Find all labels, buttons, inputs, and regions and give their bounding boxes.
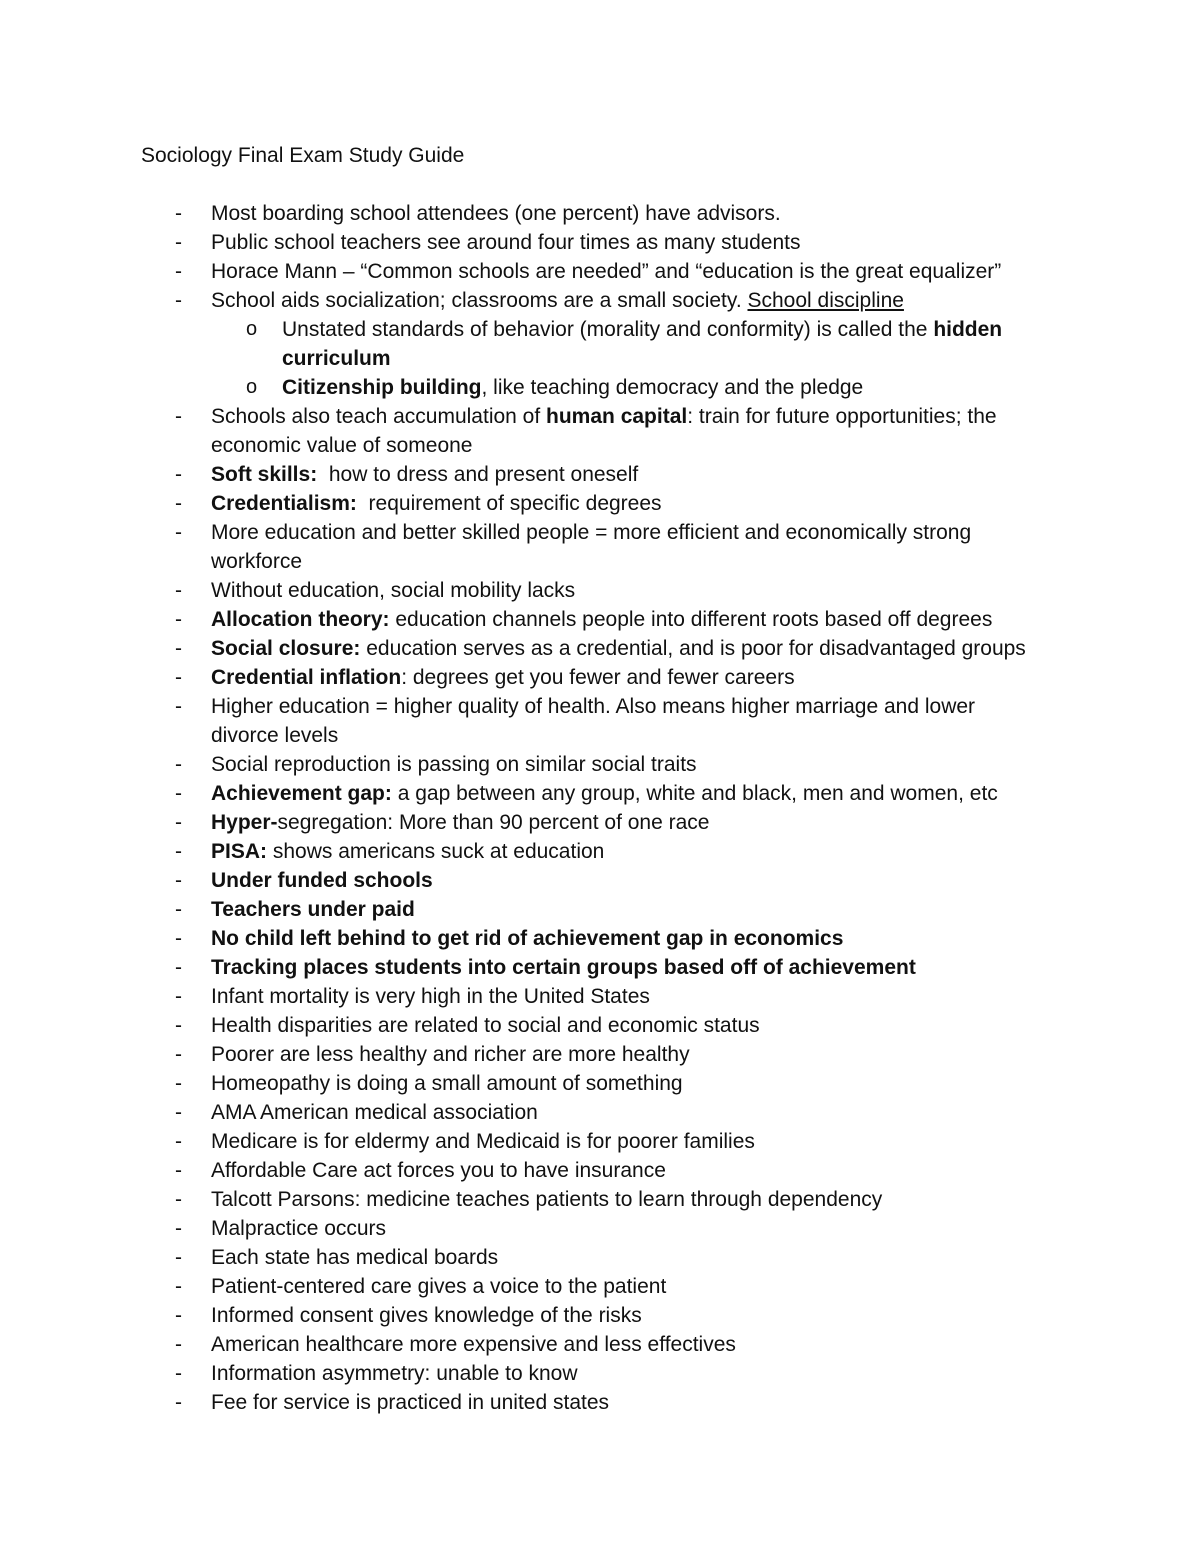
list-item — [0, 1185, 1200, 1214]
dash-bullet-icon: - — [175, 898, 182, 921]
item-text — [211, 286, 904, 315]
list-item-continuation — [0, 344, 1200, 373]
text-segment: economic value of someone — [211, 434, 473, 457]
dash-bullet-icon: - — [175, 753, 182, 776]
list-item — [0, 982, 1200, 1011]
text-segment: Most boarding school attendees (one percent) have advisors. — [211, 202, 781, 225]
dash-bullet-icon: - — [175, 637, 182, 660]
item-text — [211, 1330, 736, 1359]
dash-bullet-icon: - — [175, 1333, 182, 1356]
item-text — [211, 750, 697, 779]
item-text — [211, 402, 997, 431]
list-item — [0, 779, 1200, 808]
text-segment: workforce — [211, 550, 303, 573]
list-item — [0, 1127, 1200, 1156]
item-text — [211, 808, 709, 837]
dash-bullet-icon: - — [175, 869, 182, 892]
item-text — [211, 605, 992, 634]
item-text — [211, 634, 1026, 663]
list-item-continuation — [0, 547, 1200, 576]
list-item — [0, 1272, 1200, 1301]
text-segment: Horace Mann – “Common schools are needed” and “education is the great equalizer” — [211, 260, 1002, 283]
dash-bullet-icon: - — [175, 1101, 182, 1124]
bold-term: human capital — [546, 405, 688, 428]
bold-term: curriculum — [282, 347, 391, 370]
circle-bullet-icon: o — [246, 376, 258, 398]
item-text — [211, 1156, 666, 1185]
dash-bullet-icon: - — [175, 840, 182, 863]
dash-bullet-icon: - — [175, 463, 182, 486]
text-segment: shows americans suck at education — [267, 840, 605, 863]
item-text — [211, 982, 650, 1011]
bold-term: PISA: — [211, 840, 268, 863]
dash-bullet-icon: - — [175, 1362, 182, 1385]
item-text — [211, 1214, 386, 1243]
text-segment: : degrees get you fewer and fewer careers — [401, 666, 795, 689]
text-segment: segregation: More than 90 percent of one race — [277, 811, 710, 834]
item-text — [211, 1185, 882, 1214]
document-title: Sociology Final Exam Study Guide — [141, 144, 465, 167]
list-item — [0, 953, 1200, 982]
underlined-text: School discipline — [747, 289, 904, 312]
bold-term: Social closure: — [211, 637, 361, 660]
item-text — [282, 344, 391, 373]
bold-term: Credential inflation — [211, 666, 402, 689]
bold-term: Achievement gap: — [211, 782, 392, 805]
item-text — [211, 518, 971, 547]
text-segment: Talcott Parsons: medicine teaches patients to learn through dependency — [211, 1188, 883, 1211]
item-text — [211, 257, 1001, 286]
list-item — [0, 518, 1200, 547]
dash-bullet-icon: - — [175, 1217, 182, 1240]
list-item — [0, 808, 1200, 837]
study-guide-list — [0, 199, 1200, 1417]
list-item — [0, 634, 1200, 663]
item-text — [211, 692, 975, 721]
text-segment: Malpractice occurs — [211, 1217, 387, 1240]
list-item — [0, 1330, 1200, 1359]
text-segment: Unstated standards of behavior (morality and conformity) is called the — [282, 318, 934, 341]
text-segment: a gap between any group, white and black, men and women, etc — [391, 782, 998, 805]
item-text — [211, 489, 662, 518]
text-segment: Health disparities are related to social and economic status — [211, 1014, 760, 1037]
text-segment: : train for future opportunities; the — [687, 405, 997, 428]
list-item — [0, 460, 1200, 489]
dash-bullet-icon: - — [175, 231, 182, 254]
text-segment: Medicare is for eldermy and Medicaid is for poorer families — [211, 1130, 755, 1153]
dash-bullet-icon: - — [175, 1391, 182, 1414]
dash-bullet-icon: - — [175, 927, 182, 950]
list-item-continuation — [0, 721, 1200, 750]
item-text — [211, 1040, 690, 1069]
list-item — [0, 315, 1200, 344]
text-segment: Each state has medical boards — [211, 1246, 499, 1269]
list-item — [0, 1011, 1200, 1040]
item-text — [211, 1359, 578, 1388]
item-text — [211, 1011, 760, 1040]
item-text — [211, 228, 800, 257]
bold-term: Tracking places students into certain groups based off of achievement — [211, 956, 916, 979]
item-text — [211, 460, 638, 489]
list-item — [0, 373, 1200, 402]
list-item — [0, 228, 1200, 257]
text-segment: how to dress and present oneself — [317, 463, 639, 486]
item-text — [211, 1127, 755, 1156]
list-item — [0, 1359, 1200, 1388]
text-segment: education channels people into different roots based off degrees — [389, 608, 993, 631]
bold-term: Under funded schools — [211, 869, 433, 892]
list-item — [0, 402, 1200, 431]
list-item — [0, 692, 1200, 721]
dash-bullet-icon: - — [175, 1246, 182, 1269]
text-segment: Fee for service is practiced in united states — [211, 1391, 610, 1414]
item-text — [211, 1098, 538, 1127]
text-segment: Higher education = higher quality of health. Also means higher marriage and lower — [211, 695, 976, 718]
item-text — [211, 1301, 642, 1330]
text-segment: Informed consent gives knowledge of the risks — [211, 1304, 642, 1327]
dash-bullet-icon: - — [175, 666, 182, 689]
dash-bullet-icon: - — [175, 260, 182, 283]
text-segment: AMA American medical association — [211, 1101, 538, 1124]
item-text — [211, 663, 795, 692]
dash-bullet-icon: - — [175, 1159, 182, 1182]
text-segment: Affordable Care act forces you to have insurance — [211, 1159, 666, 1182]
item-text — [211, 431, 473, 460]
text-segment: American healthcare more expensive and less effectives — [211, 1333, 736, 1356]
dash-bullet-icon: - — [175, 1275, 182, 1298]
dash-bullet-icon: - — [175, 608, 182, 631]
list-item — [0, 1069, 1200, 1098]
dash-bullet-icon: - — [175, 1130, 182, 1153]
item-text — [211, 953, 916, 982]
item-text — [282, 315, 1002, 344]
item-text — [211, 576, 575, 605]
text-segment: education serves as a credential, and is poor for disadvantaged groups — [360, 637, 1026, 660]
bold-term: Citizenship building — [282, 376, 482, 399]
list-item — [0, 199, 1200, 228]
item-text — [211, 1243, 498, 1272]
list-item — [0, 750, 1200, 779]
list-item — [0, 489, 1200, 518]
dash-bullet-icon: - — [175, 492, 182, 515]
item-text — [211, 721, 338, 750]
list-item — [0, 663, 1200, 692]
dash-bullet-icon: - — [175, 1014, 182, 1037]
item-text — [211, 1272, 666, 1301]
bold-term: No child left behind to get rid of achievement gap in economics — [211, 927, 844, 950]
list-item — [0, 286, 1200, 315]
item-text — [211, 924, 843, 953]
list-item — [0, 1098, 1200, 1127]
item-text — [282, 373, 863, 402]
list-item — [0, 866, 1200, 895]
text-segment: requirement of specific degrees — [356, 492, 662, 515]
text-segment: Poorer are less healthy and richer are more healthy — [211, 1043, 690, 1066]
list-item — [0, 257, 1200, 286]
text-segment: Homeopathy is doing a small amount of something — [211, 1072, 683, 1095]
text-segment: Patient-centered care gives a voice to the patient — [211, 1275, 667, 1298]
dash-bullet-icon: - — [175, 811, 182, 834]
bold-term: Soft skills: — [211, 463, 318, 486]
item-text — [211, 199, 781, 228]
bold-term: hidden — [933, 318, 1003, 341]
dash-bullet-icon: - — [175, 521, 182, 544]
dash-bullet-icon: - — [175, 956, 182, 979]
list-item — [0, 1214, 1200, 1243]
list-item — [0, 895, 1200, 924]
item-text — [211, 1388, 609, 1417]
list-item — [0, 605, 1200, 634]
list-item — [0, 1243, 1200, 1272]
text-segment: , like teaching democracy and the pledge — [481, 376, 864, 399]
bold-term: Hyper- — [211, 811, 278, 834]
list-item — [0, 837, 1200, 866]
item-text — [211, 895, 415, 924]
list-item — [0, 1156, 1200, 1185]
item-text — [211, 866, 433, 895]
bold-term: Allocation theory: — [211, 608, 390, 631]
text-segment: Schools also teach accumulation of — [211, 405, 547, 428]
list-item — [0, 576, 1200, 605]
text-segment: More education and better skilled people = more efficient and economically strong — [211, 521, 972, 544]
text-segment: Information asymmetry: unable to know — [211, 1362, 578, 1385]
list-item-continuation — [0, 431, 1200, 460]
list-item — [0, 1301, 1200, 1330]
item-text — [211, 779, 998, 808]
text-segment: divorce levels — [211, 724, 339, 747]
dash-bullet-icon: - — [175, 1188, 182, 1211]
dash-bullet-icon: - — [175, 405, 182, 428]
dash-bullet-icon: - — [175, 985, 182, 1008]
list-item — [0, 924, 1200, 953]
dash-bullet-icon: - — [175, 202, 182, 225]
dash-bullet-icon: - — [175, 1072, 182, 1095]
circle-bullet-icon: o — [246, 318, 258, 340]
dash-bullet-icon: - — [175, 1043, 182, 1066]
text-segment: School aids socialization; classrooms are a small society. — [211, 289, 748, 312]
list-item — [0, 1388, 1200, 1417]
bold-term: Credentialism: — [211, 492, 357, 515]
text-segment: Public school teachers see around four times as many students — [211, 231, 801, 254]
bold-term: Teachers under paid — [211, 898, 415, 921]
list-item — [0, 1040, 1200, 1069]
item-text — [211, 547, 302, 576]
text-segment: Without education, social mobility lacks — [211, 579, 576, 602]
dash-bullet-icon: - — [175, 782, 182, 805]
dash-bullet-icon: - — [175, 289, 182, 312]
item-text — [211, 1069, 683, 1098]
dash-bullet-icon: - — [175, 579, 182, 602]
dash-bullet-icon: - — [175, 1304, 182, 1327]
dash-bullet-icon: - — [175, 695, 182, 718]
text-segment: Social reproduction is passing on similar social traits — [211, 753, 697, 776]
text-segment: Infant mortality is very high in the United States — [211, 985, 650, 1008]
item-text — [211, 837, 604, 866]
